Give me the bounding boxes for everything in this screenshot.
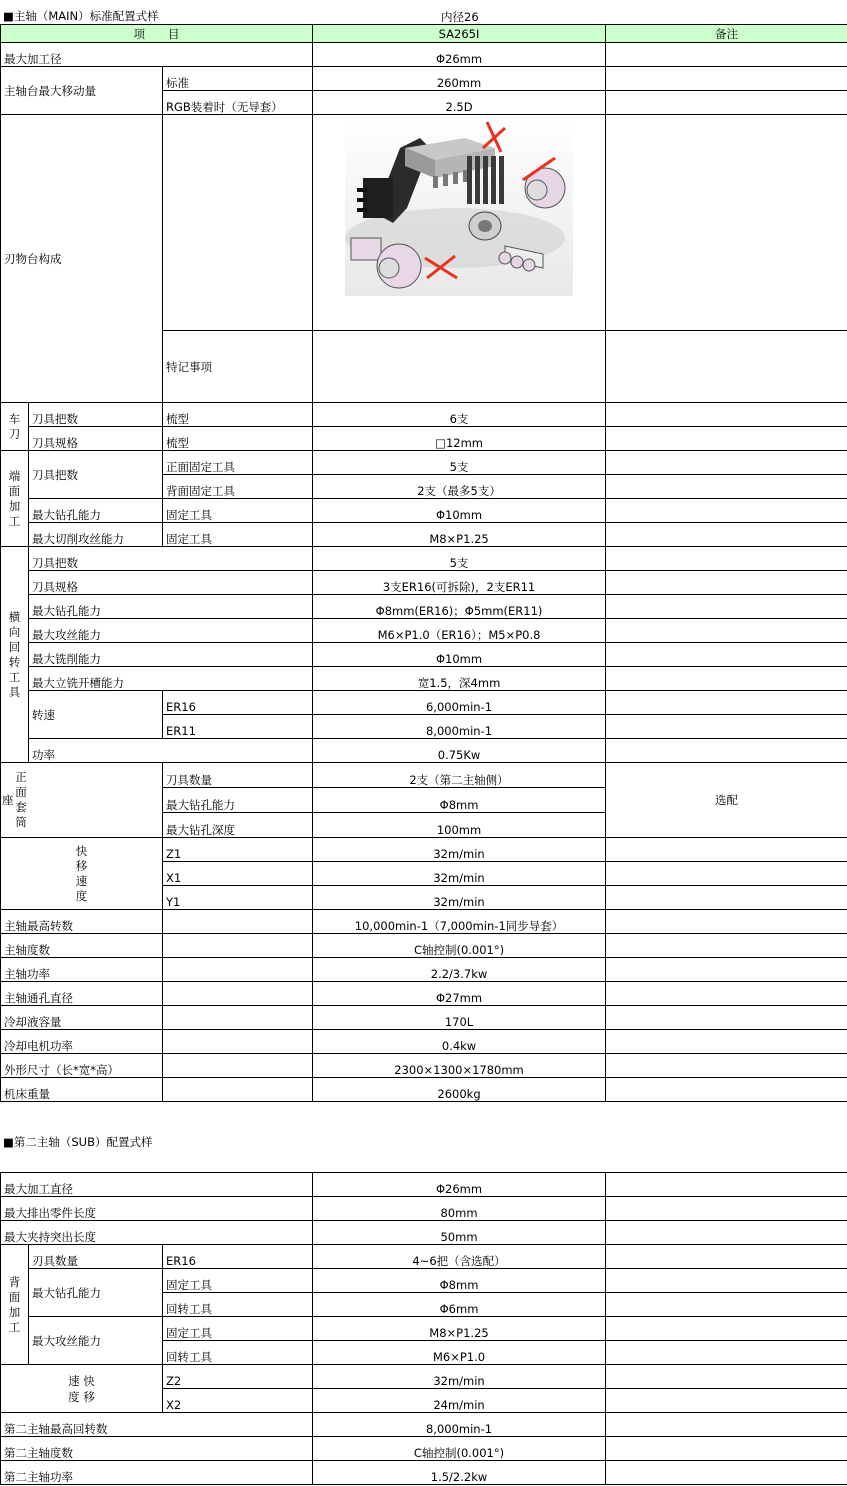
label-x1: X1: [163, 862, 313, 886]
label-turning-spec: 刀具规格: [29, 427, 163, 451]
value-rgb: 2.5D: [313, 91, 606, 115]
label-eject-length: 最大排出零件长度: [1, 1197, 313, 1221]
label-end-tap: 最大切削攻丝能力: [29, 523, 163, 547]
value-back-drill-fixed: Φ8mm: [313, 1269, 606, 1293]
label-spindle-speed: 主轴最高转数: [1, 910, 163, 934]
sub-turning-count: 梳型: [163, 403, 313, 427]
sub-section-title: ■第二主轴（SUB）配置式样: [3, 1135, 153, 1149]
value-max-diameter: Φ26mm: [313, 43, 606, 67]
header-item: 项 目: [1, 25, 313, 43]
value-er16: 6,000min-1: [313, 691, 606, 715]
value-cross-spec: 3支ER16(可拆除)，2支ER11: [313, 571, 606, 595]
value-turning-count: 6支: [313, 403, 606, 427]
value-std: 260mm: [313, 67, 606, 91]
toolpost-image-cell: [313, 115, 606, 331]
value-cross-tap: M6×P1.0（ER16）；M5×P0.8: [313, 619, 606, 643]
label-back-drill-rot: 回转工具: [163, 1293, 313, 1317]
group-front-sleeve: 座 正面套筒: [1, 763, 163, 838]
value-cross-mill: Φ10mm: [313, 643, 606, 667]
label-spindle-power: 主轴功率: [1, 958, 163, 982]
value-back-fixed: 2支（最多5支）: [313, 475, 606, 499]
label-cross-speed: 转速: [29, 691, 163, 739]
value-er11: 8,000min-1: [313, 715, 606, 739]
label-sub-index: 第二主轴度数: [1, 1437, 313, 1461]
value-sub-index: C轴控制(0.001°): [313, 1437, 606, 1461]
value-z2: 32m/min: [313, 1365, 606, 1389]
label-sub-speed: 第二主轴最高回转数: [1, 1413, 313, 1437]
label-toolpost: 刃物台构成: [1, 115, 163, 403]
label-cross-tap: 最大攻丝能力: [29, 619, 313, 643]
value-spindle-power: 2.2/3.7kw: [313, 958, 606, 982]
sub-back-count: ER16: [163, 1245, 313, 1269]
sub-spec-table: [0, 1172, 847, 1485]
label-end-count: 刀具把数: [29, 451, 163, 499]
value-weight: 2600kg: [313, 1078, 606, 1102]
label-back-tap-rot: 回转工具: [163, 1341, 313, 1365]
sub-end-tap: 固定工具: [163, 523, 313, 547]
value-end-drill: Φ10mm: [313, 499, 606, 523]
label-cross-drill: 最大钻孔能力: [29, 595, 313, 619]
value-back-tap-fixed: M8×P1.25: [313, 1317, 606, 1341]
label-sub-diameter: 最大加工直径: [1, 1173, 313, 1197]
value-turning-spec: □12mm: [313, 427, 606, 451]
group-end-face: 端面加工: [1, 451, 29, 547]
value-sleeve-depth: 100mm: [313, 813, 606, 838]
label-back-drill: 最大钻孔能力: [29, 1269, 163, 1317]
label-sub-power: 第二主轴功率: [1, 1461, 313, 1485]
value-back-tap-rot: M6×P1.0: [313, 1341, 606, 1365]
bore-subtitle: 内径26: [441, 10, 479, 24]
value-cross-power: 0.75Kw: [313, 739, 606, 763]
value-dimensions: 2300×1300×1780mm: [313, 1054, 606, 1078]
group-turning: 车刀: [1, 403, 29, 451]
label-front-fixed: 正面固定工具: [163, 451, 313, 475]
label-spindle-index: 主轴度数: [1, 934, 163, 958]
label-cross-count: 刀具把数: [29, 547, 313, 571]
value-spindle-bore: Φ27mm: [313, 982, 606, 1006]
label-sleeve-depth: 最大钻孔深度: [163, 813, 313, 838]
label-headstock-move: 主轴台最大移动量: [1, 67, 163, 115]
label-er16: ER16: [163, 691, 313, 715]
label-cross-slot: 最大立铣开槽能力: [29, 667, 313, 691]
label-spindle-bore: 主轴通孔直径: [1, 982, 163, 1006]
sub-turning-spec: 梳型: [163, 427, 313, 451]
value-cross-count: 5支: [313, 547, 606, 571]
label-back-count: 刃具数量: [29, 1245, 163, 1269]
value-protrude-length: 50mm: [313, 1221, 606, 1245]
value-coolant: 170L: [313, 1006, 606, 1030]
main-spec-table: [0, 24, 847, 1102]
label-weight: 机床重量: [1, 1078, 163, 1102]
label-back-fixed: 背面固定工具: [163, 475, 313, 499]
value-sleeve-drill: Φ8mm: [313, 788, 606, 813]
toolpost-illustration: [345, 118, 573, 296]
value-sub-speed: 8,000min-1: [313, 1413, 606, 1437]
label-cross-power: 功率: [29, 739, 313, 763]
value-sub-power: 1.5/2.2kw: [313, 1461, 606, 1485]
label-x2: X2: [163, 1389, 313, 1413]
value-x1: 32m/min: [313, 862, 606, 886]
value-y1: 32m/min: [313, 886, 606, 910]
label-z2: Z2: [163, 1365, 313, 1389]
label-rgb: RGB装着时（无导套）: [163, 91, 313, 115]
value-z1: 32m/min: [313, 838, 606, 862]
value-cross-drill: Φ8mm(ER16)；Φ5mm(ER11): [313, 595, 606, 619]
header-model: SA265Ⅰ: [313, 25, 606, 43]
label-z1: Z1: [163, 838, 313, 862]
group-sub-rapid: 速 快 度 移: [1, 1365, 163, 1413]
value-end-tap: M8×P1.25: [313, 523, 606, 547]
label-er11: ER11: [163, 715, 313, 739]
value-sub-diameter: Φ26mm: [313, 1173, 606, 1197]
value-spindle-index: C轴控制(0.001°): [313, 934, 606, 958]
label-special: 特记事项: [163, 331, 313, 403]
label-back-tap: 最大攻丝能力: [29, 1317, 163, 1365]
group-cross: 横向回转工具: [1, 547, 29, 763]
label-cross-spec: 刀具规格: [29, 571, 313, 595]
label-back-drill-fixed: 固定工具: [163, 1269, 313, 1293]
label-y1: Y1: [163, 886, 313, 910]
group-back: 背面加工: [1, 1245, 29, 1365]
label-coolant: 冷却液容量: [1, 1006, 163, 1030]
label-dimensions: 外形尺寸（长*宽*高）: [1, 1054, 163, 1078]
main-section-title: ■主轴（MAIN）标准配置式样: [3, 9, 159, 23]
label-std: 标准: [163, 67, 313, 91]
value-cross-slot: 宽1.5，深4mm: [313, 667, 606, 691]
label-sleeve-drill: 最大钻孔能力: [163, 788, 313, 813]
label-coolant-motor: 冷却电机功率: [1, 1030, 163, 1054]
label-max-diameter: 最大加工径: [1, 43, 313, 67]
value-spindle-speed: 10,000min-1（7,000min-1同步导套）: [313, 910, 606, 934]
value-front-fixed: 5支: [313, 451, 606, 475]
label-turning-count: 刀具把数: [29, 403, 163, 427]
header-note: 备注: [606, 25, 847, 43]
label-cross-mill: 最大铣削能力: [29, 643, 313, 667]
sleeve-note: 选配: [606, 763, 847, 838]
label-end-drill: 最大钻孔能力: [29, 499, 163, 523]
value-eject-length: 80mm: [313, 1197, 606, 1221]
group-rapid: 快移速度: [1, 838, 163, 910]
sub-end-drill: 固定工具: [163, 499, 313, 523]
value-back-drill-rot: Φ6mm: [313, 1293, 606, 1317]
value-x2: 24m/min: [313, 1389, 606, 1413]
value-coolant-motor: 0.4kw: [313, 1030, 606, 1054]
value-back-count: 4~6把（含选配）: [313, 1245, 606, 1269]
label-protrude-length: 最大夹持突出长度: [1, 1221, 313, 1245]
label-sleeve-count: 刀具数量: [163, 763, 313, 788]
label-back-tap-fixed: 固定工具: [163, 1317, 313, 1341]
value-sleeve-count: 2支（第二主轴侧）: [313, 763, 606, 788]
